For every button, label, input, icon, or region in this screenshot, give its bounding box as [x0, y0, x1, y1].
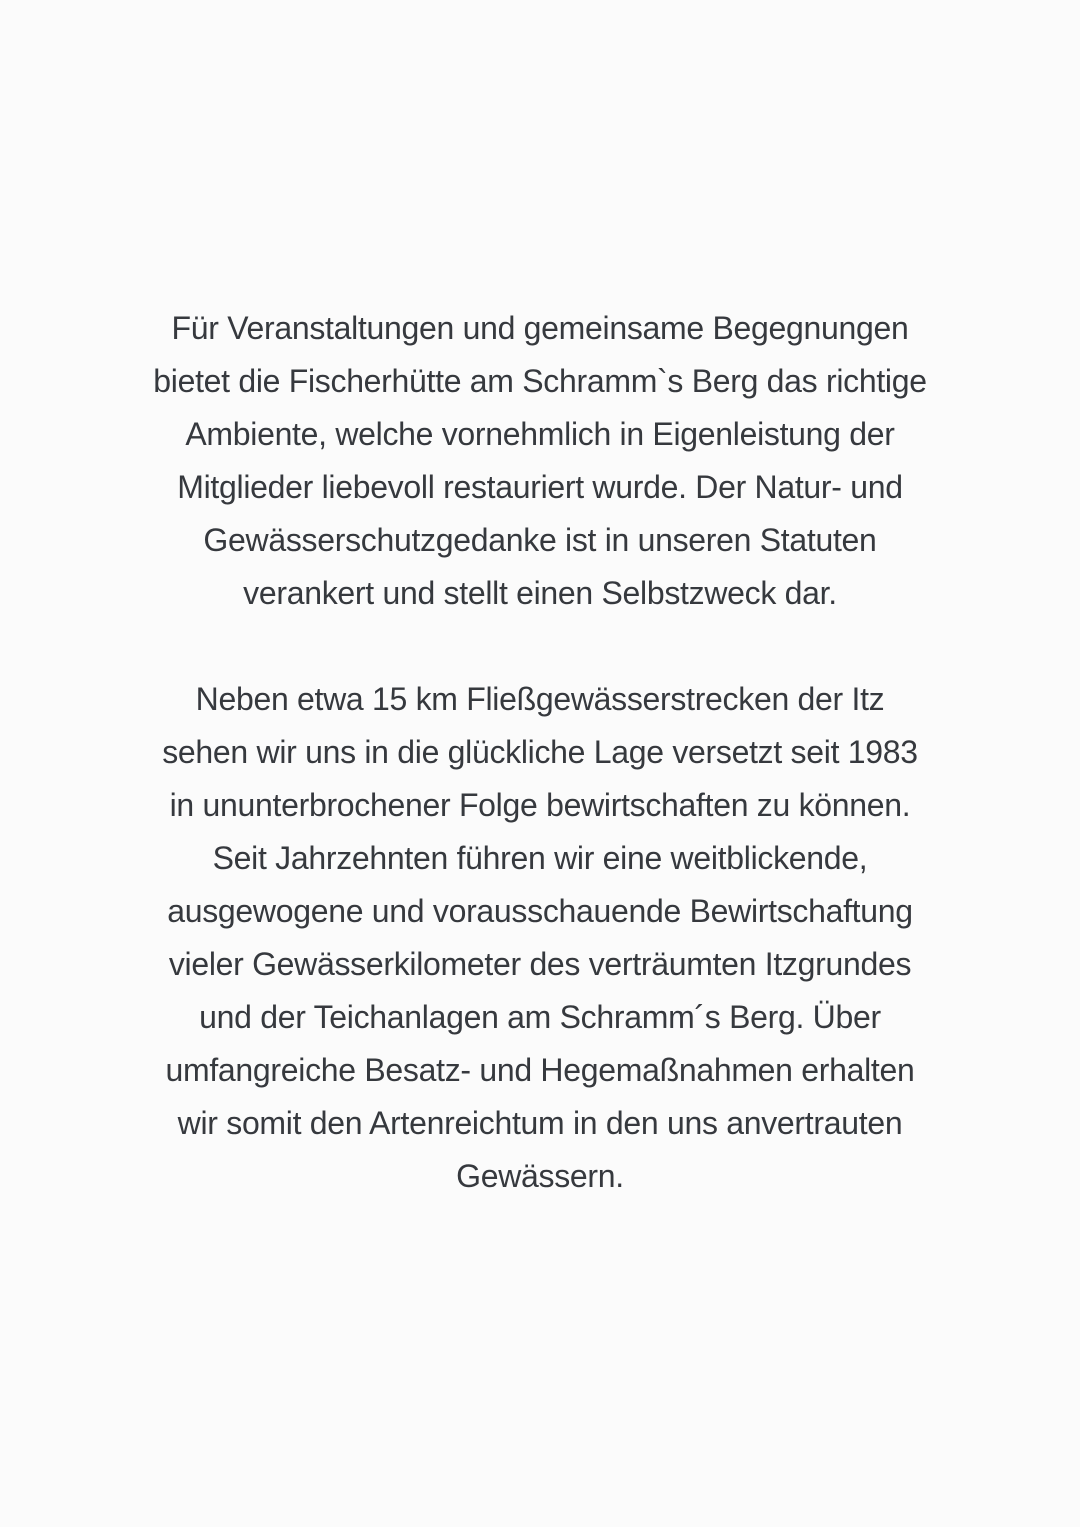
text-line: Ambiente, welche vornehmlich in Eigenleistung der — [185, 416, 895, 452]
text-line: Gewässerschutzgedanke ist in unseren Statuten — [203, 522, 877, 558]
text-line: Neben etwa 15 km Fließgewässerstrecken der Itz — [195, 681, 885, 717]
text-line: vieler Gewässerkilometer des verträumten Itzgrundes — [168, 946, 912, 982]
paragraph-venue-info — [40, 302, 1040, 620]
text-line: Für Veranstaltungen und gemeinsame Begegnungen — [171, 310, 909, 346]
paragraph-waters-info — [40, 673, 1040, 1203]
text-line: verankert und stellt einen Selbstzweck dar. — [243, 575, 837, 611]
text-line: Seit Jahrzehnten führen wir eine weitblickende, — [212, 840, 868, 876]
text-line: in ununterbrochener Folge bewirtschaften zu können. — [169, 787, 911, 823]
text-line: umfangreiche Besatz- und Hegemaßnahmen erhalten — [165, 1052, 915, 1088]
text-line: und der Teichanlagen am Schramm´s Berg. Über — [199, 999, 881, 1035]
text-line: Mitglieder liebevoll restauriert wurde. Der Natur- und — [177, 469, 903, 505]
text-line: wir somit den Artenreichtum in den uns anvertrauten — [177, 1105, 903, 1141]
text-line: Gewässern. — [456, 1158, 624, 1194]
text-line: sehen wir uns in die glückliche Lage versetzt seit 1983 — [162, 734, 918, 770]
text-line: ausgewogene und vorausschauende Bewirtschaftung — [167, 893, 913, 929]
text-line: bietet die Fischerhütte am Schramm`s Berg das richtige — [153, 363, 927, 399]
